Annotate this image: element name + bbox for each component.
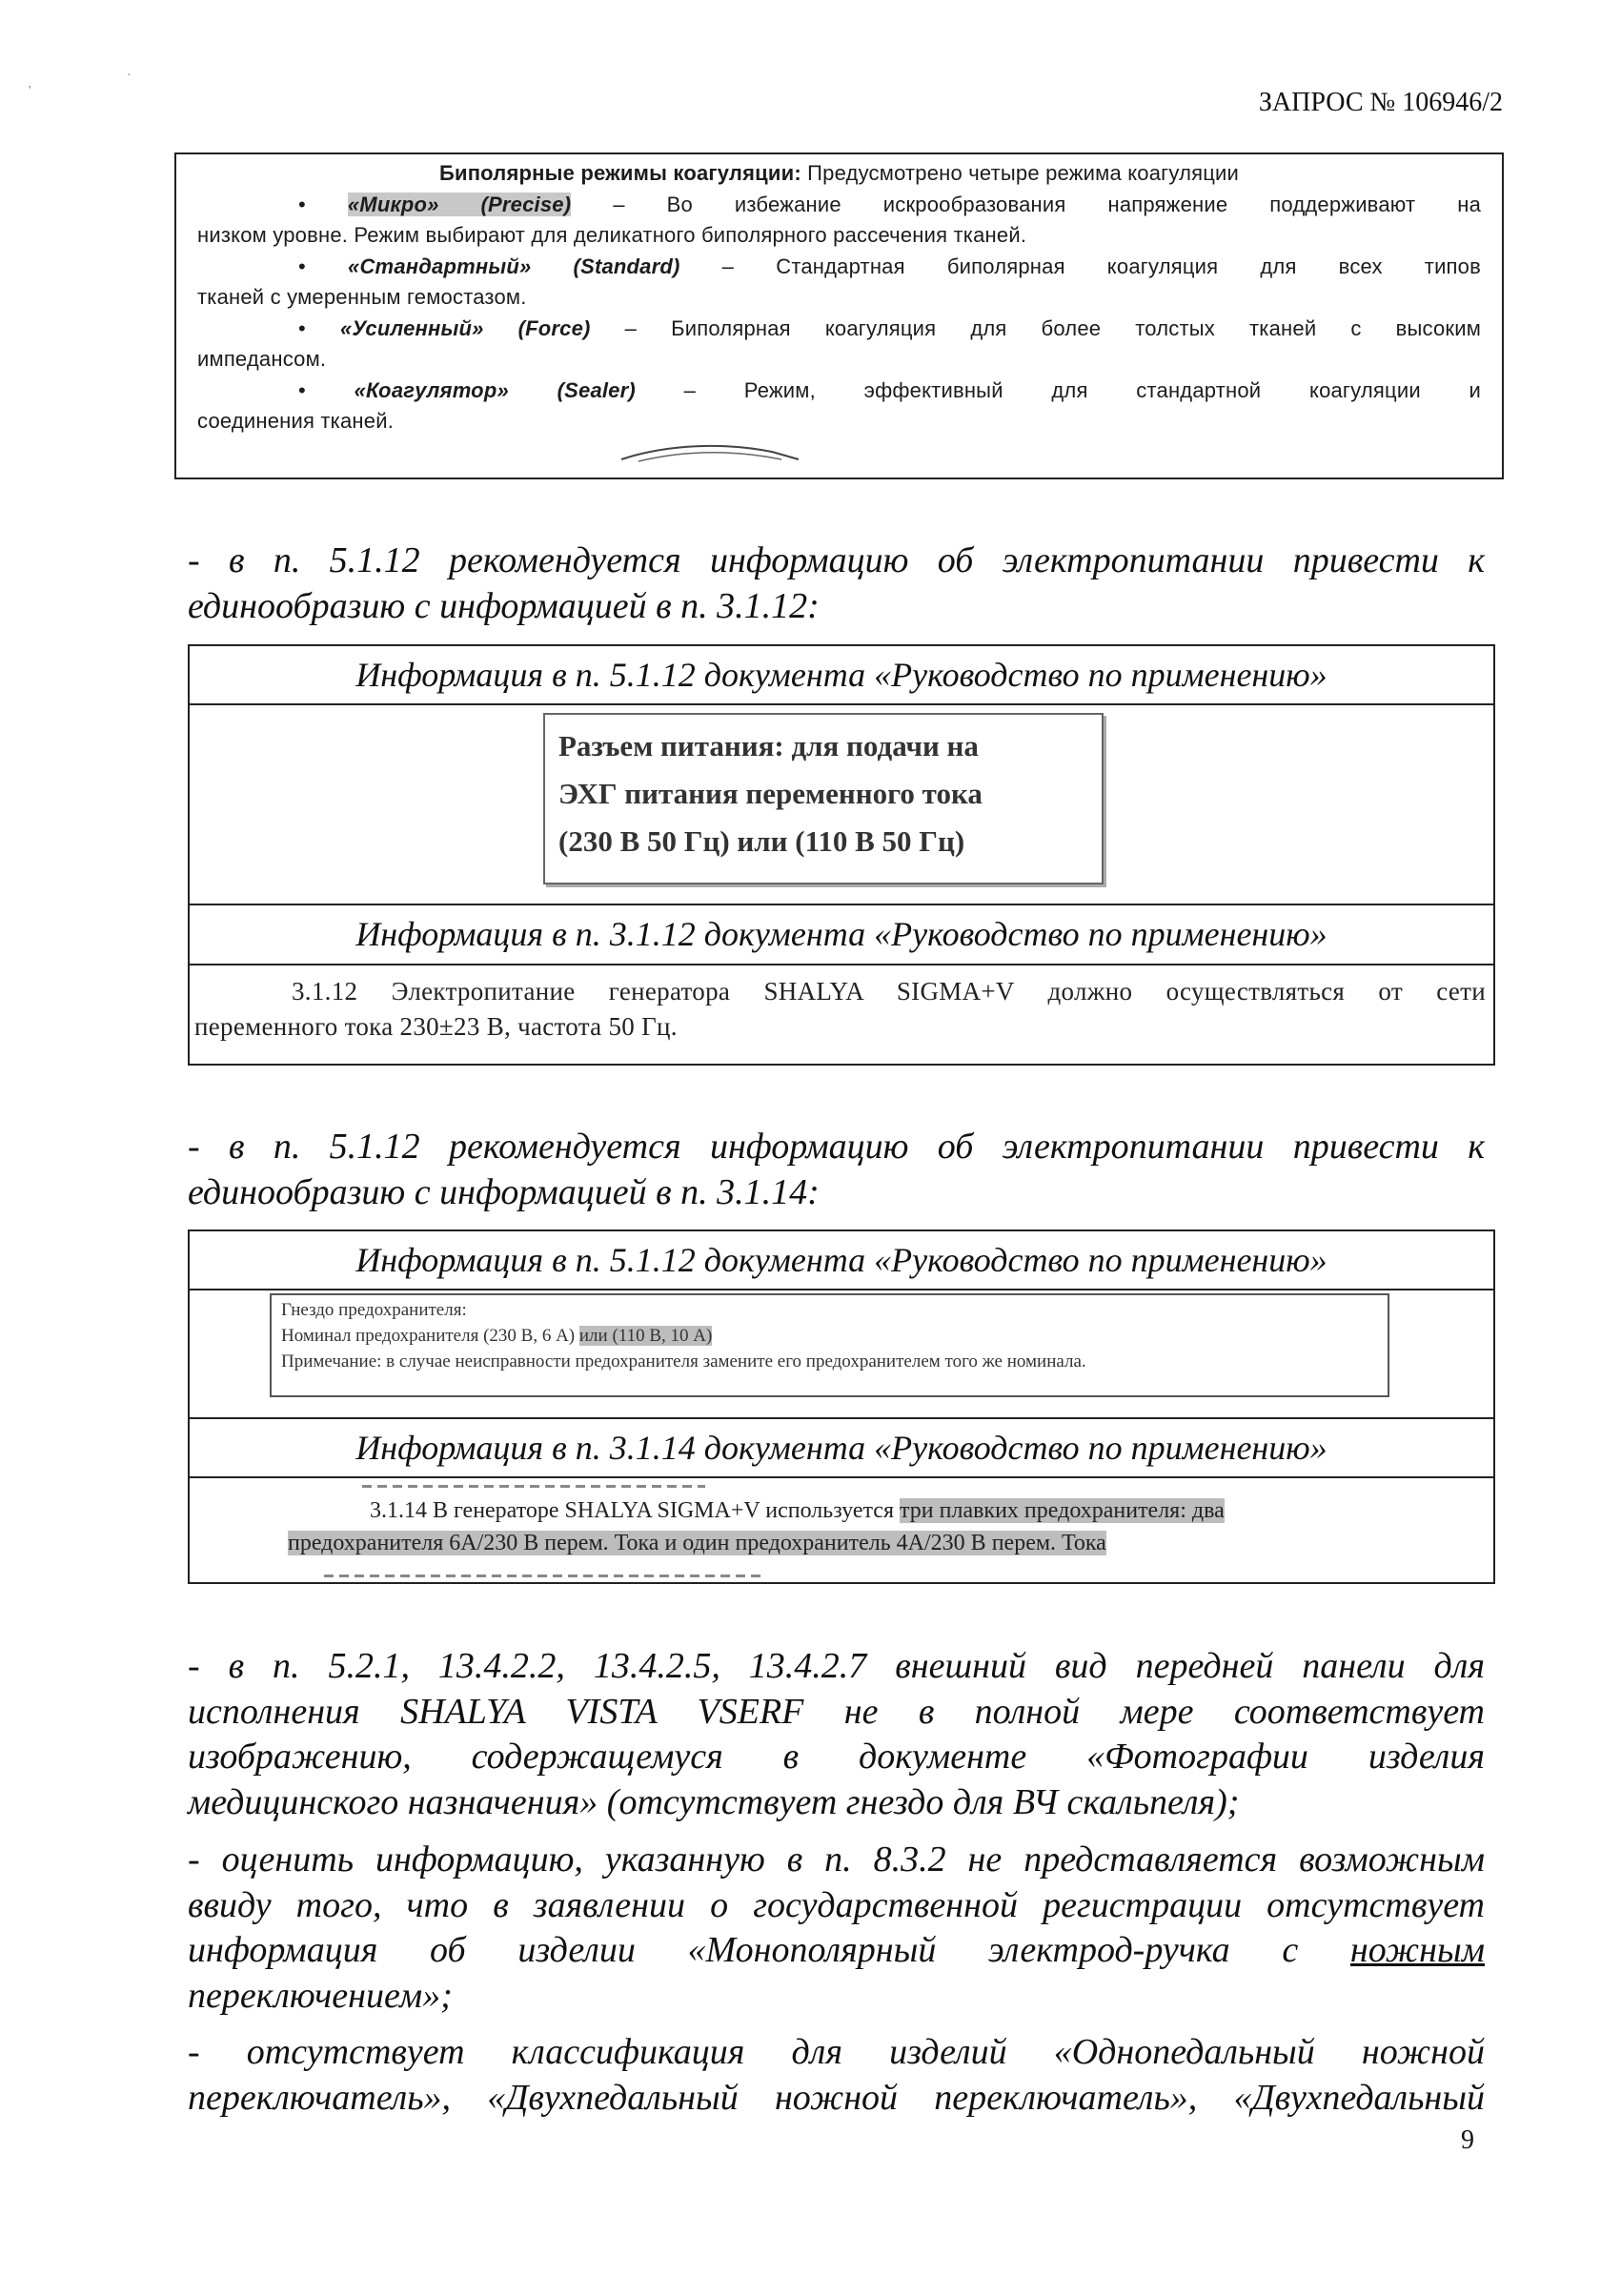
mode-text: – Биполярная коагуляция для более толстых тканей с высоким <box>624 315 1482 340</box>
clause-line <box>288 1527 1484 1559</box>
bullet: • <box>298 377 306 402</box>
remark-line: переключением»; <box>188 1975 453 2016</box>
power-connector-scan <box>543 713 1104 884</box>
bullet: • <box>298 192 306 216</box>
remark-1 <box>188 538 1485 629</box>
bipolar-title-line <box>197 158 1481 190</box>
table-header: Информация в п. 5.1.12 документа «Руководство по применению» <box>189 1230 1494 1290</box>
bullet: • <box>298 315 306 340</box>
remark-line: единообразию с информацией в п. 3.1.12: <box>188 585 820 626</box>
remark-line: - в п. 5.1.12 рекомендуется информацию об электропитании привести к <box>188 540 1485 580</box>
mode-text-cont: импедансом. <box>197 347 327 371</box>
mode-text: – Во избежание искрообразования напряжение поддерживают на <box>613 192 1482 216</box>
remark-line: исполнения SHALYA VISTA VSERF не в полной мере соответствует <box>188 1691 1485 1732</box>
scan-line: Примечание: в случае неисправности предохранителя замените его предохранителем того же номинала. <box>281 1351 1086 1372</box>
clause-line: переменного тока 230±23 В, частота 50 Гц. <box>194 1012 678 1041</box>
mode-line <box>197 314 1481 345</box>
mode-text: – Режим, эффективный для стандартной коагуляции и <box>683 377 1482 402</box>
remark-3 <box>188 1644 1485 1825</box>
mode-line <box>197 376 1481 407</box>
cropped-text-edge <box>362 1485 705 1488</box>
remark-5 <box>188 2030 1485 2121</box>
table-header: Информация в п. 3.1.14 документа «Руководство по применению» <box>189 1418 1494 1477</box>
scan-line: ЭХГ питания переменного тока <box>558 777 983 810</box>
bipolar-title: Биполярные режимы коагуляции: <box>438 161 801 185</box>
mode-name: «Микро» (Precise) <box>347 192 572 216</box>
fuse-socket-scan <box>270 1293 1389 1397</box>
mode-line <box>197 190 1481 221</box>
mode-text-cont: тканей с умеренным гемостазом. <box>197 285 527 309</box>
remark-line: - оценить информацию, указанную в п. 8.3.2 не представляется возможным <box>188 1839 1485 1879</box>
table-header: Информация в п. 3.1.12 документа «Руководство по применению» <box>189 904 1494 965</box>
bipolar-intro: Предусмотрено четыре режима коагуляции <box>807 161 1240 185</box>
clause-3-1-12 <box>194 974 1486 1045</box>
remark-line: - отсутствует классификация для изделий «Однопедальный ножной <box>188 2032 1485 2072</box>
mode-text: – Стандартная биполярная коагуляция для всех типов <box>721 254 1481 278</box>
remark-2 <box>188 1125 1485 1215</box>
clause-3-1-14 <box>288 1494 1484 1559</box>
scan-line: Разъем питания: для подачи на <box>558 729 979 762</box>
bullet: • <box>298 254 306 278</box>
underlined-word: ножным <box>1349 1930 1485 1970</box>
highlighted-text: предохранителя 6А/230 В перем. Тока и один предохранитель 4А/230 В перем. Тока <box>288 1531 1106 1555</box>
mode-line <box>197 252 1481 283</box>
table-header: Информация в п. 5.1.12 документа «Руководство по применению» <box>189 645 1494 704</box>
squiggle-mark <box>619 440 800 465</box>
remark-line: - в п. 5.2.1, 13.4.2.2, 13.4.2.5, 13.4.2.7 внешний вид передней панели для <box>188 1646 1485 1686</box>
remark-4 <box>188 1838 1485 2019</box>
highlighted-text: или (110 В, 10 А) <box>578 1326 713 1346</box>
remark-line: переключатель», «Двухпедальный ножной переключатель», «Двухпедальный <box>188 2077 1485 2118</box>
mode-text-cont: низком уровне. Режим выбирают для деликатного биполярного рассечения тканей. <box>197 223 1027 247</box>
clause-line: 3.1.12 Электропитание генератора SHALYA SIGMA+V должно осуществляться от сети <box>292 977 1486 1006</box>
mode-name: «Усиленный» (Force) <box>339 315 591 340</box>
scan-line: (230 В 50 Гц) или (110 В 50 Гц) <box>558 824 965 858</box>
mode-name: «Коагулятор» (Sealer) <box>354 377 636 402</box>
bipolar-modes-box <box>174 152 1504 479</box>
remark-line: ввиду того, что в заявлении о государственной регистрации отсутствует <box>188 1884 1485 1925</box>
remark-line: медицинского назначения» (отсутствует гнездо для ВЧ скальпеля); <box>188 1781 1240 1822</box>
clause-line: 3.1.14 В генераторе SHALYA SIGMA+V используется три плавких предохранителя: два <box>370 1498 1225 1523</box>
document-header: ЗАПРОС № 106946/2 <box>1258 88 1503 117</box>
remark-line: изображению, содержащемуся в документе «Фотографии изделия <box>188 1737 1485 1777</box>
remark-line: информация об изделии «Монополярный электрод-ручка с ножным <box>188 1930 1485 1970</box>
scan-line: Гнездо предохранителя: <box>281 1300 467 1320</box>
remark-line: - в п. 5.1.12 рекомендуется информацию об электропитании привести к <box>188 1127 1485 1167</box>
scan-speck: ' <box>29 84 31 98</box>
mode-text-cont: соединения тканей. <box>197 409 395 433</box>
page-number: 9 <box>1461 2125 1474 2155</box>
scan-line: Номинал предохранителя (230 В, 6 А) или (110 В, 10 А) <box>281 1326 713 1346</box>
highlighted-text: три плавких предохранителя: два <box>900 1498 1225 1523</box>
remark-line: единообразию с информацией в п. 3.1.14: <box>188 1171 820 1212</box>
mode-name: «Стандартный» (Standard) <box>348 254 680 278</box>
cropped-text-edge <box>324 1575 762 1577</box>
scan-speck: · <box>127 69 132 83</box>
